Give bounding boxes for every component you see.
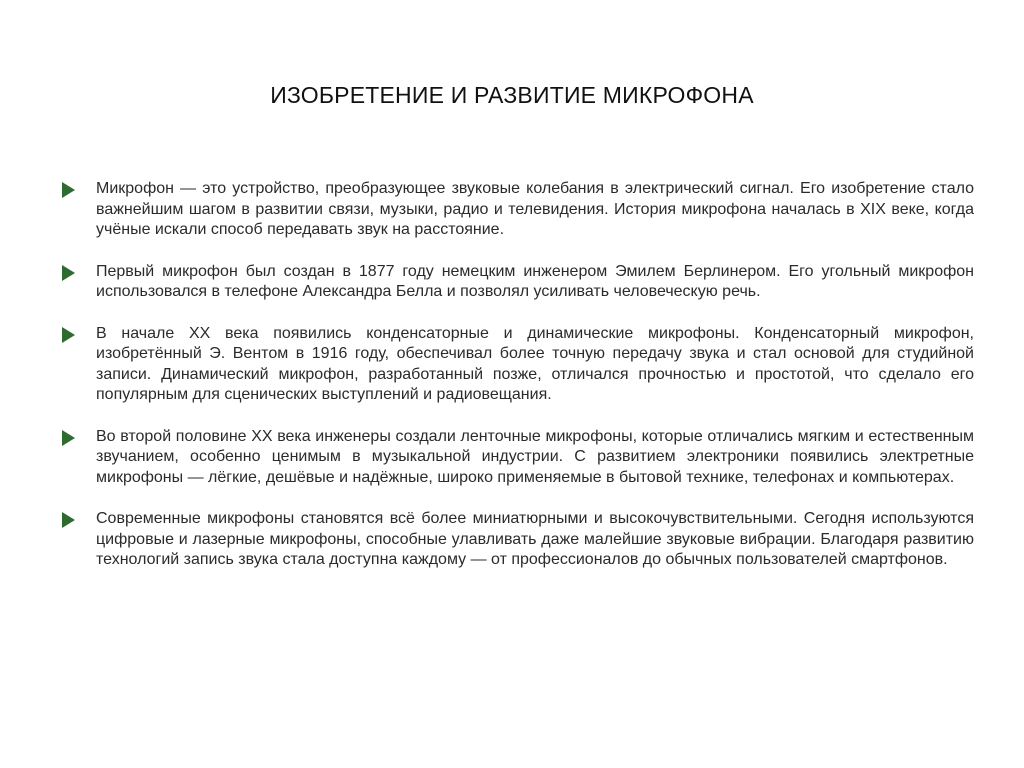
triangle-bullet-icon	[62, 430, 75, 446]
list-item	[60, 324, 974, 406]
list-item	[60, 427, 974, 489]
list-item	[60, 179, 974, 241]
paragraph-text: В начале XX века появились конденсаторные и динамические микрофоны. Конденсаторный микрофон, изобретённый Э. Вентом в 1916 году, обеспечивал более точную передачу звука и стал основой для студийной записи. Динамический микрофон, разработанный позже, отличался прочностью и простотой, что сделало его популярным для сценических выступлений и радиовещания.	[96, 324, 974, 403]
triangle-bullet-icon	[62, 327, 75, 343]
bullet-list	[60, 179, 974, 592]
triangle-bullet-icon	[62, 182, 75, 198]
list-item	[60, 262, 974, 303]
triangle-bullet-icon	[62, 265, 75, 281]
paragraph-text: Первый микрофон был создан в 1877 году немецким инженером Эмилем Берлинером. Его угольный микрофон использовался в телефоне Александра Белла и позволял усиливать человеческую речь.	[96, 262, 974, 300]
list-item	[60, 509, 974, 571]
triangle-bullet-icon	[62, 512, 75, 528]
paragraph-text: Современные микрофоны становятся всё более миниатюрными и высокочувствительными. Сегодня используются цифровые и лазерные микрофоны, способные улавливать даже малейшие звуковые вибрации. Благодаря развитию технологий запись звука стала доступна каждому — от профессионалов до обычных пользователей смартфонов.	[96, 510, 974, 568]
paragraph-text: Во второй половине XX века инженеры создали ленточные микрофоны, которые отличались мягким и естественным звучанием, особенно ценимым в музыкальной индустрии. С развитием электроники появились электретные микрофоны — лёгкие, дешёвые и надёжные, широко применяемые в бытовой технике, телефонах и компьютерах.	[96, 427, 974, 486]
slide-title: ИЗОБРЕТЕНИЕ И РАЗВИТИЕ МИКРОФОНА	[270, 82, 754, 108]
paragraph-text: Микрофон — это устройство, преобразующее звуковые колебания в электрический сигнал. Его изобретение стало важнейшим шагом в развитии связи, музыки, радио и телевидения. История микрофона началась в XIX веке, когда учёные искали способ передавать звук на расстояние.	[96, 180, 974, 238]
